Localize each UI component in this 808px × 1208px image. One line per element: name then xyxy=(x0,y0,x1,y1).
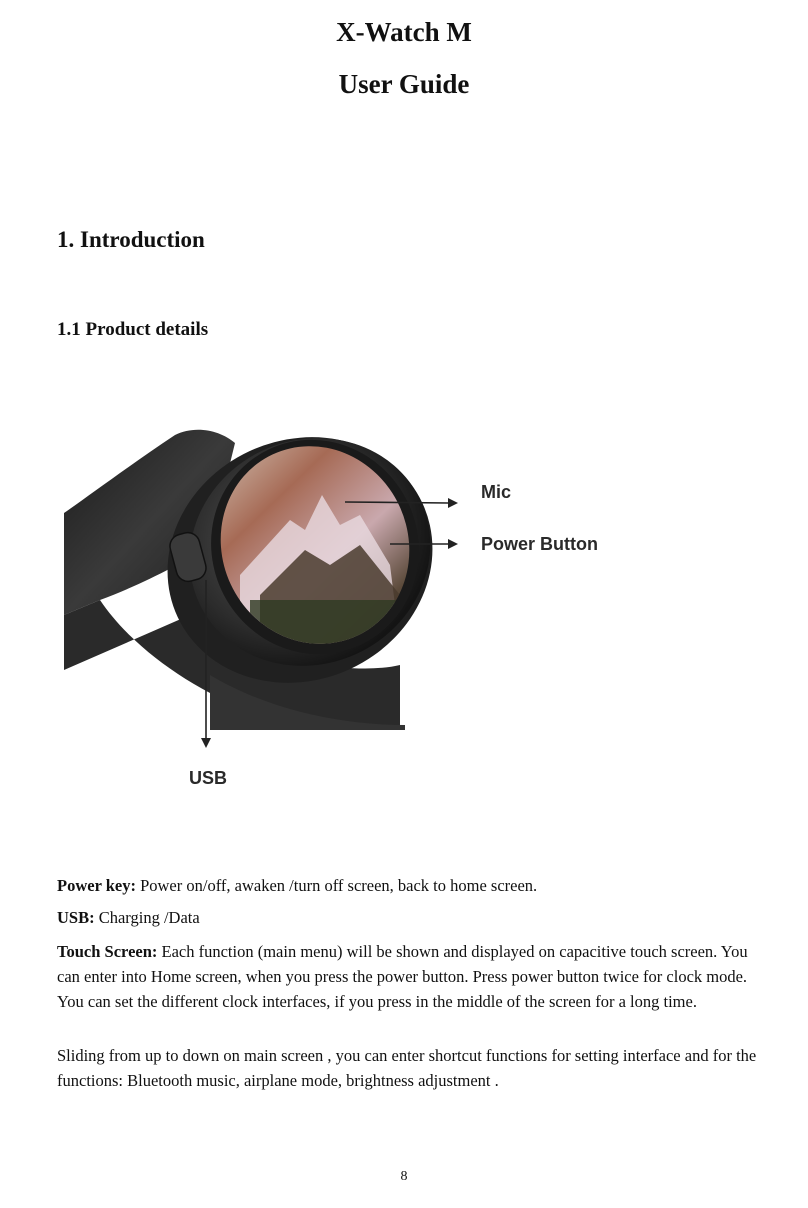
callout-power-button: Power Button xyxy=(481,534,598,554)
usb-text: Charging /Data xyxy=(94,908,200,927)
touch-screen-label: Touch Screen: xyxy=(57,942,158,961)
document-title: X-Watch M xyxy=(336,17,472,47)
touch-screen-paragraph xyxy=(57,939,757,1014)
usb-arrow-head xyxy=(201,738,211,748)
product-figure xyxy=(60,425,620,795)
mic-arrow-head xyxy=(448,498,458,508)
document-subtitle: User Guide xyxy=(338,69,470,99)
power-key-label: Power key: xyxy=(57,876,136,895)
section-heading: 1. Introduction xyxy=(57,227,205,252)
power-key-paragraph xyxy=(57,873,757,898)
smartwatch-illustration xyxy=(60,425,620,795)
page-number: 8 xyxy=(400,1169,408,1184)
mic-arrow-line xyxy=(345,502,448,503)
power-arrow-head xyxy=(448,539,458,549)
usb-label: USB: xyxy=(57,908,95,927)
touch-screen-text: Each function (main menu) will be shown and displayed on capacitive touch screen. You can enter into Home screen, when you press the power button. Press power button twice for clock mode. You can set the different clock interfaces, if you press in the middle of the screen for a long time. xyxy=(57,942,748,1011)
callout-mic: Mic xyxy=(481,482,512,502)
sliding-paragraph: Sliding from up to down on main screen , you can enter shortcut functions for setting interface and for the functions: Bluetooth music, airplane mode, brightness adjustment . xyxy=(57,1046,757,1090)
usb-paragraph xyxy=(57,905,757,930)
callout-usb: USB xyxy=(189,768,228,788)
subsection-heading: 1.1 Product details xyxy=(57,319,209,340)
power-key-text: Power on/off, awaken /turn off screen, back to home screen. xyxy=(135,876,538,895)
